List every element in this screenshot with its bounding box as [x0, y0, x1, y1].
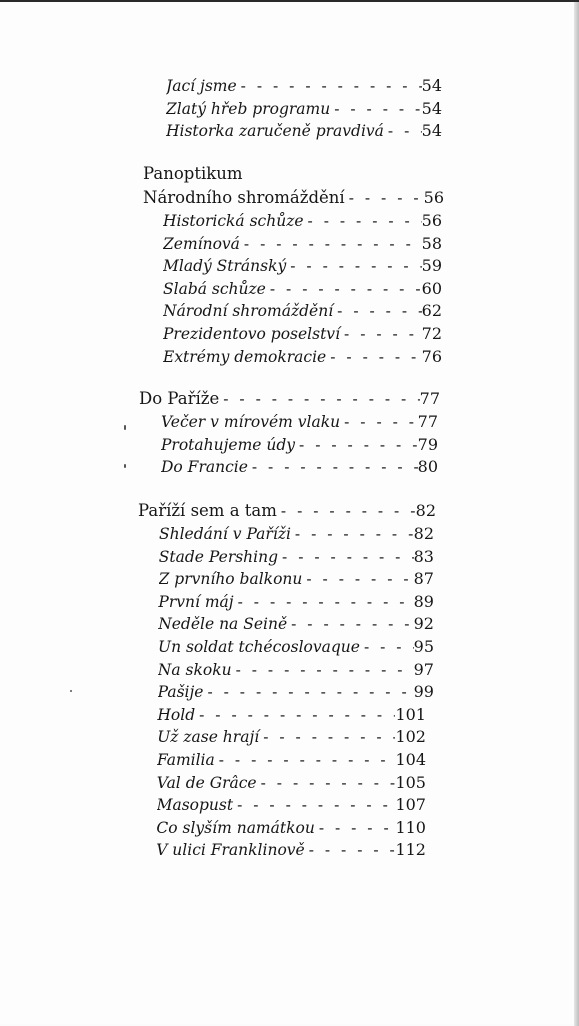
- toc-entry-title: Mladý Stránský: [163, 257, 287, 276]
- toc-entry: [163, 255, 442, 277]
- toc-page-number: 95: [413, 637, 434, 656]
- toc-page-number: 54: [421, 121, 442, 141]
- toc-entry-title: Familia: [157, 751, 215, 769]
- dot-leader: [330, 98, 421, 120]
- dot-leader: [278, 546, 414, 568]
- toc-page-number: 82: [415, 501, 436, 520]
- toc-page-number: 77: [419, 389, 440, 408]
- dot-leader: [266, 278, 422, 300]
- toc-entry-title: Zlatý hřeb programu: [166, 99, 331, 118]
- toc-page-number: 77: [417, 412, 438, 431]
- dot-leader: [384, 120, 422, 142]
- dot-leader: [233, 794, 395, 816]
- toc-entry-title: Z prvního balkonu: [158, 570, 303, 589]
- toc-entry-title: Do Paříže: [139, 389, 220, 408]
- toc-page-number: 112: [395, 840, 426, 860]
- dot-leader: [326, 346, 421, 368]
- dot-leader: [259, 726, 395, 748]
- toc-section-heading: [139, 388, 440, 410]
- toc-page-number: 97: [413, 659, 434, 679]
- toc-page-number: 83: [413, 546, 434, 566]
- toc-page-number: 79: [417, 434, 438, 454]
- toc-entry-title: Národní shromáždění: [163, 302, 334, 321]
- dot-leader: [295, 434, 418, 456]
- toc-entry: [156, 839, 426, 861]
- toc-entry-title: Hold: [157, 705, 196, 724]
- toc-entry-title: Shledání v Paříži: [159, 525, 291, 543]
- dot-leader: [315, 817, 396, 839]
- toc-page-number: 89: [413, 591, 434, 611]
- dot-leader: [277, 500, 416, 522]
- toc-entry: [157, 749, 426, 771]
- toc-page-number: 56: [421, 211, 442, 230]
- dot-leader: [234, 591, 414, 613]
- toc-entry-title: Prezidentovo poselství: [163, 325, 341, 343]
- toc-entry: [158, 659, 434, 681]
- print-speck: [70, 690, 72, 692]
- dot-leader: [305, 839, 396, 861]
- toc-page-number: 87: [413, 569, 434, 589]
- toc-entry: [161, 456, 438, 478]
- table-of-contents: [0, 2, 579, 1026]
- toc-entry-title: Neděle na Seině: [158, 615, 288, 634]
- dot-leader: [345, 187, 424, 209]
- dot-leader: [340, 411, 418, 433]
- dot-leader: [287, 613, 413, 635]
- toc-page-number: 54: [421, 76, 442, 95]
- toc-entry: [166, 120, 442, 142]
- dot-leader: [333, 300, 421, 322]
- toc-entry: [157, 704, 426, 726]
- toc-entry-title: Co slyším namátkou: [156, 818, 315, 837]
- toc-page-number: 107: [395, 795, 426, 815]
- dot-leader: [240, 233, 422, 255]
- toc-entry-title: Už zase hrají: [157, 728, 260, 747]
- toc-entry-title: Pašije: [157, 683, 204, 702]
- toc-entry: [161, 411, 438, 433]
- toc-entry: [163, 300, 442, 322]
- toc-entry-title: Un soldat tchécoslovaque: [158, 638, 360, 656]
- toc-page-number: 80: [417, 457, 438, 477]
- toc-page-number: 110: [395, 817, 426, 837]
- toc-entry-title: Protahujeme údy: [161, 435, 296, 454]
- dot-leader: [219, 388, 419, 410]
- toc-entry-title: Do Francie: [161, 458, 248, 477]
- toc-entry: [158, 681, 434, 703]
- dot-leader: [215, 749, 396, 771]
- toc-entry-title: Národního shromáždění: [143, 188, 345, 207]
- print-speck: [124, 464, 126, 468]
- dot-leader: [291, 523, 414, 545]
- toc-entry-title: Slabá schůze: [163, 279, 266, 298]
- dot-leader: [232, 659, 414, 681]
- toc-page-number: 58: [421, 233, 442, 253]
- toc-entry: [163, 323, 442, 345]
- toc-page-number: 99: [413, 682, 434, 702]
- toc-page-number: 101: [395, 704, 426, 724]
- toc-page-number: 54: [421, 98, 442, 118]
- toc-page-number: 82: [413, 524, 434, 543]
- toc-entry-title: Večer v mírovém vlaku: [161, 413, 341, 431]
- toc-entry-title: První máj: [158, 592, 234, 611]
- toc-page-number: 62: [421, 301, 442, 321]
- toc-page-number: 92: [413, 614, 434, 634]
- toc-entry: [158, 636, 434, 658]
- toc-entry: [163, 233, 442, 255]
- dot-leader: [286, 255, 421, 277]
- toc-entry: [166, 75, 442, 97]
- dot-leader: [302, 568, 413, 590]
- toc-entry: [157, 726, 426, 748]
- dot-leader: [237, 75, 422, 97]
- dot-leader: [340, 323, 422, 345]
- toc-page-number: 56: [423, 188, 444, 207]
- toc-entry: [157, 794, 426, 816]
- toc-entry-title: Masopust: [156, 796, 234, 815]
- print-speck: [124, 425, 126, 430]
- toc-entry-title: V ulici Franklinově: [156, 841, 305, 860]
- toc-entry-title: Jací jsme: [166, 77, 237, 95]
- dot-leader: [248, 456, 418, 478]
- toc-entry-title: Stade Pershing: [158, 547, 279, 566]
- toc-page-number: 72: [421, 324, 442, 343]
- toc-section-heading: [138, 500, 436, 522]
- toc-entry-title: Paříží sem a tam: [138, 501, 277, 520]
- toc-entry-title: Zemínová: [163, 234, 240, 253]
- toc-page-number: 104: [395, 750, 426, 769]
- toc-entry-title: Historka zaručeně pravdivá: [166, 122, 384, 141]
- toc-entry: [157, 772, 426, 794]
- toc-entry: [163, 278, 442, 300]
- toc-entry: [166, 98, 442, 120]
- toc-section-heading: [143, 187, 444, 209]
- toc-page-number: 76: [421, 346, 442, 366]
- toc-page-number: 102: [395, 727, 426, 747]
- toc-page-number: 59: [421, 256, 442, 276]
- toc-entry: [163, 210, 442, 232]
- toc-entry: [163, 346, 442, 368]
- dot-leader: [360, 636, 414, 658]
- dot-leader: [195, 704, 395, 726]
- toc-entry: [159, 523, 434, 545]
- dot-leader: [257, 772, 396, 794]
- toc-entry: [158, 591, 434, 613]
- toc-entry: [156, 817, 426, 839]
- toc-page-number: 105: [395, 772, 426, 792]
- toc-entry: [161, 434, 438, 456]
- dot-leader: [203, 681, 413, 703]
- toc-entry: [158, 613, 434, 635]
- toc-entry: [159, 546, 434, 568]
- toc-entry-title: Historická schůze: [163, 212, 304, 230]
- toc-page-number: 60: [421, 278, 442, 298]
- section-title: Panoptikum: [143, 164, 243, 183]
- toc-entry-title: Na skoku: [157, 660, 232, 679]
- toc-entry-title: Extrémy demokracie: [163, 347, 327, 366]
- toc-entry: [159, 568, 434, 590]
- toc-entry-title: Val de Grâce: [156, 773, 257, 792]
- dot-leader: [304, 210, 422, 232]
